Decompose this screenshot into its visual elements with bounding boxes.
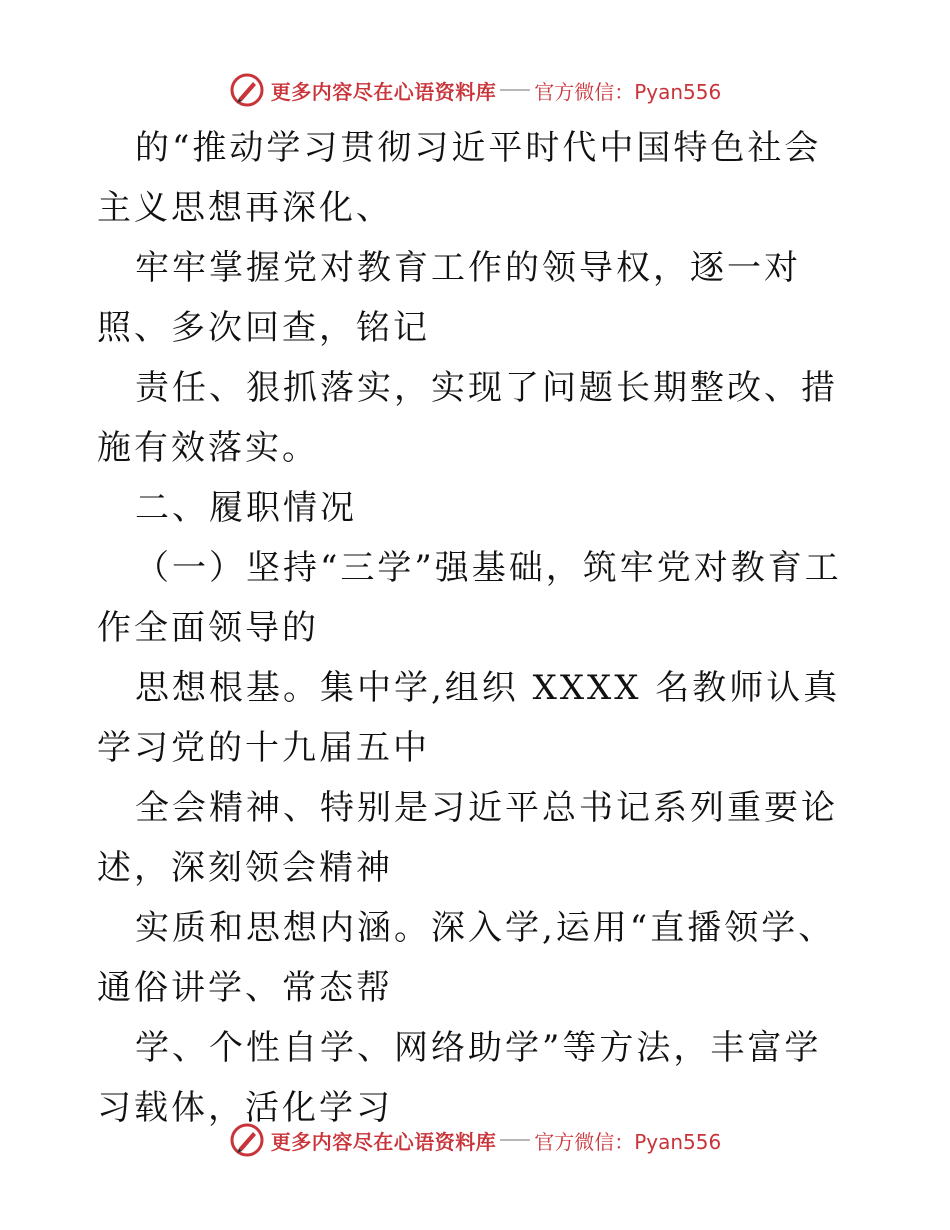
banner-site-text: 更多内容尽在心语资料库: [270, 1129, 497, 1154]
paragraph: 的“推动学习贯彻习近平时代中国特色社会主义思想再深化、: [97, 128, 822, 228]
paragraph: 牢牢掌握党对教育工作的领导权，逐一对照、多次回查，铭记: [97, 248, 801, 348]
footer-banner: [0, 1120, 950, 1160]
banner-wechat-text: 官方微信：Pyan556: [534, 79, 722, 104]
banner-site-text: 更多内容尽在心语资料库: [270, 79, 497, 104]
banner-divider: [500, 89, 530, 91]
banner-divider: [500, 1139, 530, 1141]
pen-logo-icon: [229, 72, 265, 108]
header-banner: [0, 70, 950, 110]
pen-logo-icon: [229, 1122, 265, 1158]
paragraph: 责任、狠抓落实，实现了问题长期整改、措施有效落实。: [97, 368, 838, 468]
paragraph: 实质和思想内涵。深入学,运用“直播领学、通俗讲学、常态帮: [97, 908, 836, 1008]
section-heading: 二、履职情况: [135, 488, 357, 528]
paragraph: 全会精神、特别是习近平总书记系列重要论述，深刻领会精神: [97, 788, 838, 888]
paragraph: 学、个性自学、网络助学”等方法，丰富学习载体，活化学习: [97, 1028, 822, 1128]
document-body: [97, 118, 857, 1138]
paragraph: （一）坚持“三学”强基础，筑牢党对教育工作全面领导的: [97, 548, 842, 648]
banner-wechat-text: 官方微信：Pyan556: [534, 1129, 722, 1154]
paragraph: 思想根基。集中学,组织 XXXX 名教师认真学习党的十九届五中: [97, 668, 841, 768]
